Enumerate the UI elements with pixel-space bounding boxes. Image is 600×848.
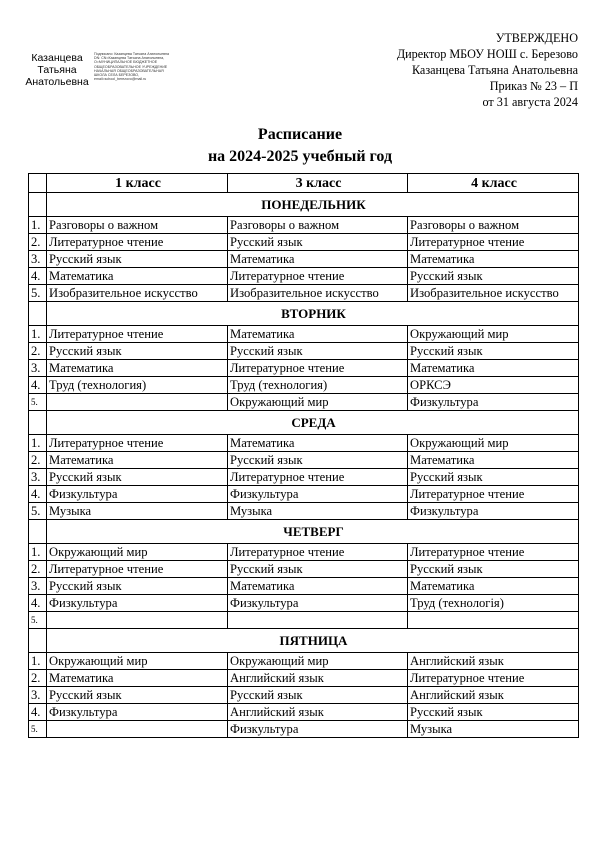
- lesson-row: [29, 670, 579, 687]
- lesson-class-1: Окружающий мир: [47, 653, 228, 670]
- lesson-class-4: [408, 612, 579, 629]
- lesson-class-4: Английский язык: [408, 687, 579, 704]
- lesson-class-3: Русский язык: [228, 561, 408, 578]
- lesson-class-1: Изобразительное искусство: [47, 285, 228, 302]
- lesson-row: [29, 251, 579, 268]
- lesson-class-3: Физкультура: [228, 721, 408, 738]
- lesson-class-1: Русский язык: [47, 469, 228, 486]
- approval-order: Приказ № 23 – П: [489, 79, 578, 93]
- lesson-class-1: Музыка: [47, 503, 228, 520]
- lesson-class-1: Литературное чтение: [47, 435, 228, 452]
- lesson-number: 5.: [29, 503, 47, 520]
- lesson-number: 5.: [29, 285, 47, 302]
- lesson-class-3: Труд (технология): [228, 377, 408, 394]
- lesson-class-1: Физкультура: [47, 595, 228, 612]
- lesson-number: 2.: [29, 343, 47, 360]
- lesson-class-4: ОРКСЭ: [408, 377, 579, 394]
- lesson-class-1: Математика: [47, 670, 228, 687]
- lesson-number: 1.: [29, 435, 47, 452]
- lesson-class-4: Русский язык: [408, 469, 579, 486]
- lesson-class-1: Математика: [47, 360, 228, 377]
- lesson-number: 3.: [29, 251, 47, 268]
- signature-name-line: Анатольевна: [25, 76, 89, 88]
- lesson-class-3: Литературное чтение: [228, 544, 408, 561]
- lesson-class-1: [47, 612, 228, 629]
- lesson-class-4: Математика: [408, 578, 579, 595]
- lesson-class-4: Физкультура: [408, 503, 579, 520]
- day-name: ВТОРНИК: [47, 302, 579, 326]
- day-header-row: [29, 629, 579, 653]
- lesson-row: [29, 578, 579, 595]
- lesson-class-1: Литературное чтение: [47, 326, 228, 343]
- lesson-class-4: Физкультура: [408, 394, 579, 411]
- approval-block: [397, 30, 578, 110]
- approval-status: УТВЕРЖДЕНО: [495, 31, 578, 45]
- lesson-class-3: Математика: [228, 251, 408, 268]
- lesson-row: [29, 343, 579, 360]
- digital-signature-name: [25, 52, 89, 88]
- lesson-row: [29, 326, 579, 343]
- day-name: ПОНЕДЕЛЬНИК: [47, 193, 579, 217]
- lesson-class-3: [228, 612, 408, 629]
- lesson-row: [29, 452, 579, 469]
- lesson-class-3: Математика: [228, 578, 408, 595]
- lesson-row: [29, 469, 579, 486]
- lesson-class-4: Окружающий мир: [408, 326, 579, 343]
- approval-date: от 31 августа 2024: [482, 95, 578, 109]
- lesson-number: 2.: [29, 452, 47, 469]
- lesson-row: [29, 486, 579, 503]
- lesson-number: 5.: [29, 721, 47, 738]
- lesson-class-4: Математика: [408, 360, 579, 377]
- lesson-number: 5.: [29, 394, 47, 411]
- day-number-cell: [29, 411, 47, 435]
- lesson-class-1: Русский язык: [47, 578, 228, 595]
- lesson-number: 5.: [29, 612, 47, 629]
- lesson-row: [29, 503, 579, 520]
- lesson-class-3: Русский язык: [228, 234, 408, 251]
- lesson-number: 4.: [29, 595, 47, 612]
- lesson-class-4: Окружающий мир: [408, 435, 579, 452]
- lesson-class-4: Русский язык: [408, 268, 579, 285]
- lesson-class-3: Музыка: [228, 503, 408, 520]
- lesson-row: [29, 217, 579, 234]
- lesson-class-4: Литературное чтение: [408, 544, 579, 561]
- header-number-cell: [29, 174, 47, 193]
- lesson-class-1: Литературное чтение: [47, 234, 228, 251]
- lesson-class-3: Изобразительное искусство: [228, 285, 408, 302]
- day-header-row: [29, 411, 579, 435]
- lesson-class-3: Русский язык: [228, 343, 408, 360]
- lesson-number: 4.: [29, 377, 47, 394]
- day-name: СРЕДА: [47, 411, 579, 435]
- document-title: Расписание: [257, 126, 343, 143]
- lesson-class-3: Физкультура: [228, 486, 408, 503]
- lesson-number: 4.: [29, 486, 47, 503]
- column-header: 1 класс: [47, 174, 228, 193]
- lesson-number: 3.: [29, 360, 47, 377]
- lesson-class-1: [47, 721, 228, 738]
- lesson-number: 1.: [29, 544, 47, 561]
- column-header: 3 класс: [228, 174, 408, 193]
- lesson-class-4: Разговоры о важном: [408, 217, 579, 234]
- lesson-class-3: Литературное чтение: [228, 268, 408, 285]
- lesson-class-3: Физкультура: [228, 595, 408, 612]
- lesson-row: [29, 377, 579, 394]
- lesson-number: 3.: [29, 578, 47, 595]
- lesson-class-1: [47, 394, 228, 411]
- lesson-class-4: Литературное чтение: [408, 234, 579, 251]
- approval-position: Директор МБОУ НОШ с. Березово: [396, 47, 578, 61]
- lesson-row: [29, 595, 579, 612]
- schedule-table: [28, 173, 579, 738]
- lesson-class-4: Литературное чтение: [408, 486, 579, 503]
- lesson-class-4: Математика: [408, 251, 579, 268]
- lesson-number: 3.: [29, 469, 47, 486]
- lesson-row: [29, 704, 579, 721]
- lesson-class-4: Русский язык: [408, 704, 579, 721]
- lesson-class-3: Русский язык: [228, 452, 408, 469]
- lesson-class-1: Физкультура: [47, 704, 228, 721]
- signature-name-line: Татьяна: [37, 64, 77, 76]
- lesson-number: 1.: [29, 326, 47, 343]
- lesson-class-4: Математика: [408, 452, 579, 469]
- lesson-class-3: Разговоры о важном: [228, 217, 408, 234]
- day-header-row: [29, 302, 579, 326]
- lesson-row: [29, 687, 579, 704]
- document-subtitle: на 2024-2025 учебный год: [207, 148, 393, 165]
- lesson-class-3: Математика: [228, 326, 408, 343]
- lesson-row: [29, 612, 579, 629]
- lesson-row: [29, 360, 579, 377]
- lesson-class-4: Русский язык: [408, 343, 579, 360]
- lesson-class-3: Английский язык: [228, 670, 408, 687]
- lesson-row: [29, 544, 579, 561]
- lesson-row: [29, 268, 579, 285]
- lesson-class-3: Русский язык: [228, 687, 408, 704]
- lesson-number: 2.: [29, 670, 47, 687]
- day-number-cell: [29, 302, 47, 326]
- lesson-class-1: Окружающий мир: [47, 544, 228, 561]
- lesson-row: [29, 394, 579, 411]
- lesson-class-3: Окружающий мир: [228, 394, 408, 411]
- lesson-class-1: Русский язык: [47, 343, 228, 360]
- approval-name: Казанцева Татьяна Анатольевна: [411, 63, 578, 77]
- lesson-class-4: Труд (технологія): [408, 595, 579, 612]
- lesson-class-3: Математика: [228, 435, 408, 452]
- lesson-class-3: Английский язык: [228, 704, 408, 721]
- lesson-class-3: Окружающий мир: [228, 653, 408, 670]
- lesson-number: 3.: [29, 687, 47, 704]
- lesson-class-4: Русский язык: [408, 561, 579, 578]
- lesson-class-1: Разговоры о важном: [47, 217, 228, 234]
- day-name: ПЯТНИЦА: [47, 629, 579, 653]
- lesson-row: [29, 234, 579, 251]
- lesson-row: [29, 653, 579, 670]
- lesson-class-1: Математика: [47, 268, 228, 285]
- day-header-row: [29, 520, 579, 544]
- lesson-number: 4.: [29, 268, 47, 285]
- day-name: ЧЕТВЕРГ: [47, 520, 579, 544]
- lesson-row: [29, 285, 579, 302]
- lesson-class-4: Изобразительное искусство: [408, 285, 579, 302]
- lesson-row: [29, 561, 579, 578]
- lesson-number: 1.: [29, 217, 47, 234]
- lesson-row: [29, 721, 579, 738]
- signature-name-line: Казанцева: [31, 52, 83, 64]
- lesson-class-3: Литературное чтение: [228, 469, 408, 486]
- lesson-number: 1.: [29, 653, 47, 670]
- lesson-class-1: Математика: [47, 452, 228, 469]
- lesson-class-4: Музыка: [408, 721, 579, 738]
- lesson-class-4: Английский язык: [408, 653, 579, 670]
- lesson-number: 2.: [29, 234, 47, 251]
- lesson-number: 4.: [29, 704, 47, 721]
- day-header-row: [29, 193, 579, 217]
- column-header: 4 класс: [408, 174, 579, 193]
- lesson-class-1: Физкультура: [47, 486, 228, 503]
- lesson-class-1: Русский язык: [47, 251, 228, 268]
- lesson-row: [29, 435, 579, 452]
- lesson-class-4: Литературное чтение: [408, 670, 579, 687]
- lesson-class-3: Литературное чтение: [228, 360, 408, 377]
- digital-signature-details: Подписано: Казанцева Татьяна Анатольевна DN: CN=Казанцева Татьяна Анатольевна, O=МУНИЦИПАЛЬНОЕ БЮДЖЕТНОЕ ОБЩЕОБРАЗОВАТЕЛЬНОЕ УЧРЕЖДЕНИЕ НАЧАЛЬНАЯ ОБЩЕОБРАЗОВАТЕЛЬНАЯ ШКОЛА СЕЛА БЕРЕЗОВО, email=school_berezovo@mail.ru: [94, 52, 169, 82]
- lesson-class-1: Русский язык: [47, 687, 228, 704]
- day-number-cell: [29, 520, 47, 544]
- lesson-class-1: Литературное чтение: [47, 561, 228, 578]
- day-number-cell: [29, 629, 47, 653]
- lesson-number: 2.: [29, 561, 47, 578]
- header-row: [29, 174, 579, 193]
- day-number-cell: [29, 193, 47, 217]
- lesson-class-1: Труд (технология): [47, 377, 228, 394]
